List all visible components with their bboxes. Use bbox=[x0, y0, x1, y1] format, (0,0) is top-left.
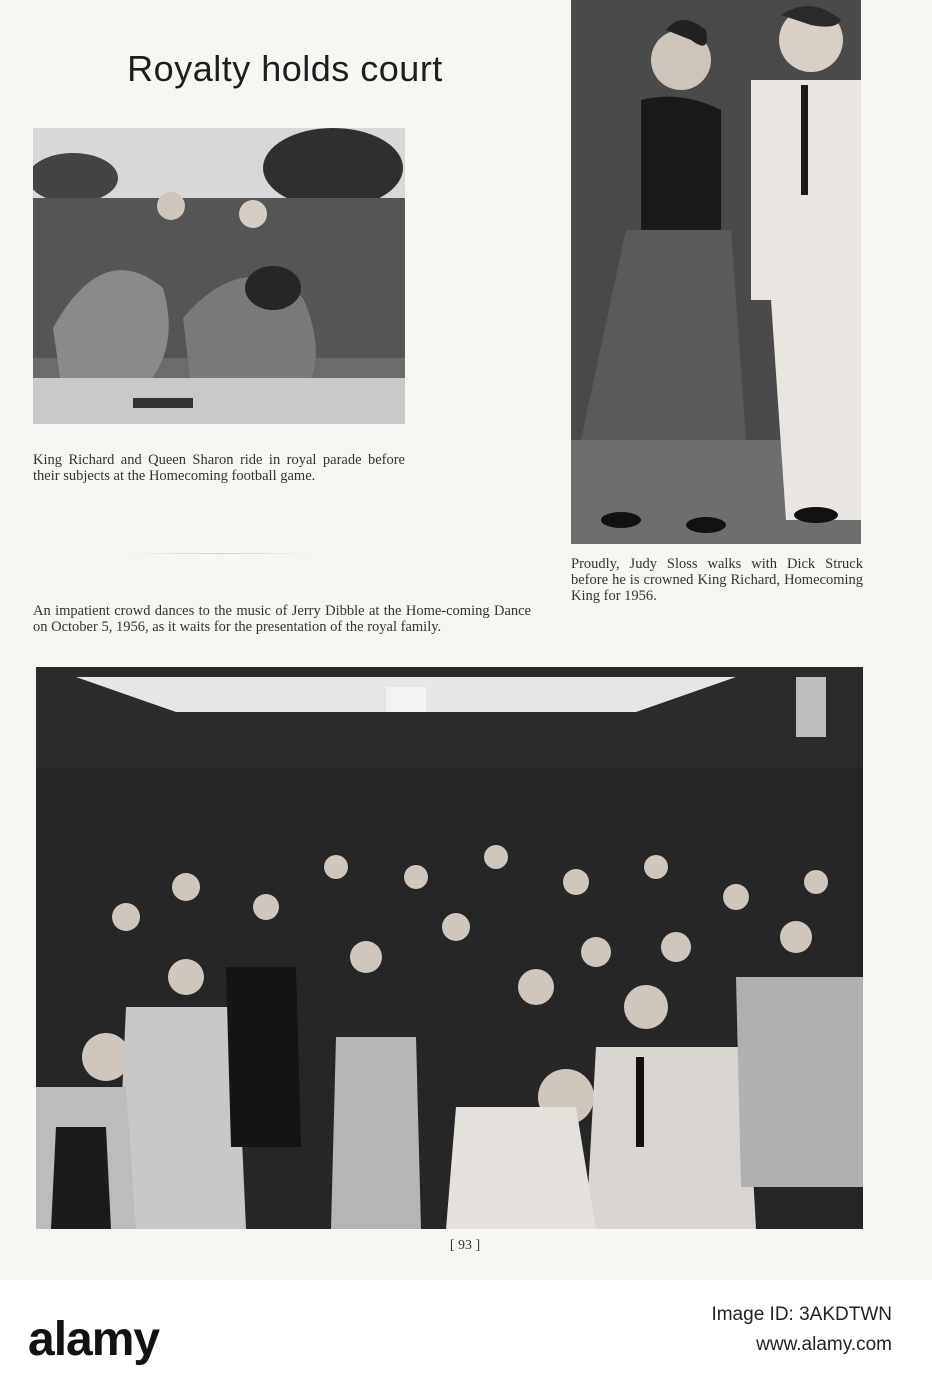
dance-photo bbox=[36, 667, 863, 1229]
parade-caption: King Richard and Queen Sharon ride in royal parade before their subjects at the Homecoming football game. bbox=[33, 452, 405, 484]
page-title: Royalty holds court bbox=[127, 48, 443, 89]
image-id: Image ID: 3AKDTWN bbox=[711, 1304, 892, 1325]
divider bbox=[130, 553, 310, 554]
stock-site: www.alamy.com bbox=[756, 1334, 892, 1355]
parade-photo bbox=[33, 128, 405, 424]
walk-caption: Proudly, Judy Sloss walks with Dick Struck before he is crowned King Richard, Homecoming King for 1956. bbox=[571, 556, 863, 604]
page-number: [ 93 ] bbox=[449, 1238, 481, 1253]
stock-logo: alamy bbox=[28, 1313, 160, 1366]
stock-meta bbox=[711, 1300, 892, 1360]
dance-caption: An impatient crowd dances to the music of Jerry Dibble at the Home-coming Dance on October 5, 1956, as it waits for the presentation of the royal family. bbox=[33, 603, 531, 635]
walk-photo bbox=[571, 0, 861, 544]
